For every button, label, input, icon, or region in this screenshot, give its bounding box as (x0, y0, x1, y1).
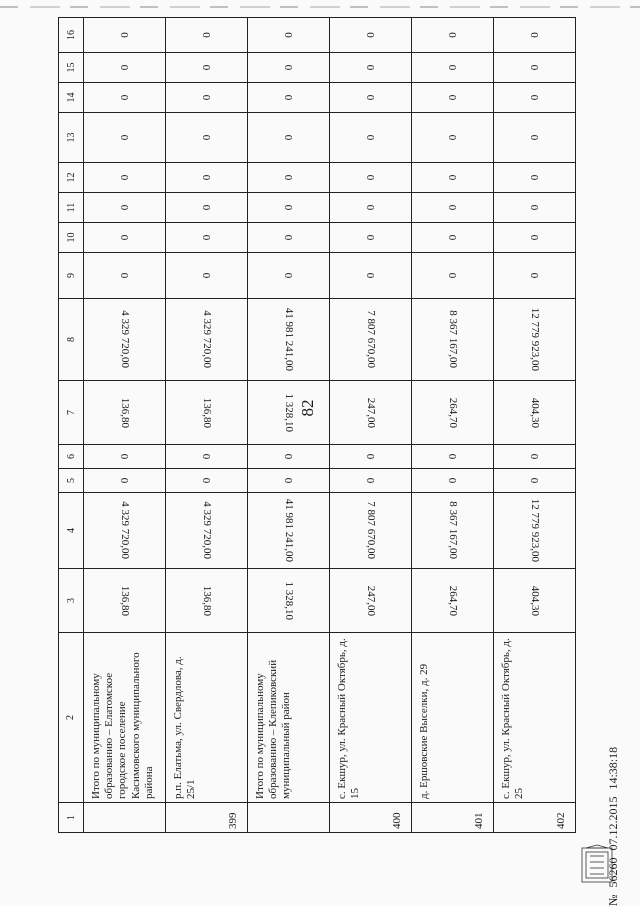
cell-c7 (84, 381, 166, 445)
cell-c7 (494, 381, 576, 445)
cell-c4 (84, 493, 166, 569)
cell-value: 0 (364, 453, 377, 460)
column-header-11: 11 (59, 193, 84, 223)
cell-zero: 0 (248, 18, 330, 53)
cell-zero: 0 (412, 83, 494, 113)
object-address: Итого по муниципальному образованию – Елатомское городское поселение Касимовского муниципального района (84, 633, 166, 803)
stamp-prefix: № (606, 894, 620, 906)
cell-zero: 0 (412, 53, 494, 83)
cell-c5 (84, 469, 166, 493)
cell-value: 264,70 (446, 397, 459, 428)
column-header-13: 13 (59, 113, 84, 163)
object-address: р.п. Елатьма, ул. Свердлова, д. 25/1 (166, 633, 248, 803)
cell-zero: 0 (166, 18, 248, 53)
cell-value: 4 329 720,00 (118, 501, 131, 560)
cell-zero: 0 (494, 163, 576, 193)
column-header-7: 7 (59, 381, 84, 445)
cell-zero: 0 (166, 113, 248, 163)
cell-value: 1 328,10 (282, 393, 295, 432)
table-row (84, 18, 166, 833)
cell-value: 12 779 923,00 (528, 498, 541, 563)
cell-zero: 0 (330, 193, 412, 223)
cell-zero: 0 (330, 223, 412, 253)
cell-value: 404,30 (528, 397, 541, 428)
cell-value: 8 367 167,00 (446, 501, 459, 560)
stamp-date: 07.12.2015 (606, 796, 620, 851)
cell-value: 0 (200, 453, 213, 460)
table-row (412, 18, 494, 833)
column-header-5: 5 (59, 469, 84, 493)
cell-c6 (412, 445, 494, 469)
page-number: 82 (298, 399, 317, 417)
cell-c3 (412, 569, 494, 633)
column-header-6: 6 (59, 445, 84, 469)
cell-zero: 0 (330, 18, 412, 53)
cell-value: 4 329 720,00 (200, 501, 213, 560)
cell-value: 8 367 167,00 (446, 310, 459, 369)
cell-zero: 0 (84, 223, 166, 253)
cell-zero: 0 (330, 83, 412, 113)
cell-c8 (84, 299, 166, 381)
cell-c8 (330, 299, 412, 381)
table-row (330, 18, 412, 833)
cell-c5 (494, 469, 576, 493)
cell-c5 (330, 469, 412, 493)
cell-value: 4 329 720,00 (200, 310, 213, 369)
cell-c6 (494, 445, 576, 469)
cell-value: 136,80 (118, 397, 131, 428)
cell-zero: 0 (248, 53, 330, 83)
header-row (59, 18, 84, 833)
cell-c8 (412, 299, 494, 381)
cell-zero: 0 (248, 253, 330, 299)
cell-value: 136,80 (200, 397, 213, 428)
stamp-time: 14:38:18 (606, 746, 620, 790)
cell-zero: 0 (494, 113, 576, 163)
cell-zero: 0 (84, 53, 166, 83)
cell-zero: 0 (166, 53, 248, 83)
column-header-2: 2 (59, 633, 84, 803)
cell-c6 (84, 445, 166, 469)
cell-zero: 0 (412, 193, 494, 223)
register-table-wrapper (58, 18, 567, 833)
row-number: 402 (494, 803, 576, 833)
cell-c6 (330, 445, 412, 469)
cell-zero: 0 (494, 83, 576, 113)
column-header-14: 14 (59, 83, 84, 113)
cell-value: 0 (364, 477, 377, 484)
cell-value: 404,30 (528, 585, 541, 616)
cell-value: 0 (528, 477, 541, 484)
column-header-4: 4 (59, 493, 84, 569)
cell-zero: 0 (248, 83, 330, 113)
cell-value: 136,80 (118, 585, 131, 616)
row-number (248, 803, 330, 833)
row-number (84, 803, 166, 833)
cell-value: 0 (118, 477, 131, 484)
stamp-doc-number: 56260 (606, 857, 620, 888)
cell-c5 (248, 469, 330, 493)
column-header-1: 1 (59, 803, 84, 833)
cell-zero: 0 (248, 223, 330, 253)
cell-value: 264,70 (446, 585, 459, 616)
cell-value: 1 328,10 (282, 581, 295, 620)
cell-zero: 0 (166, 253, 248, 299)
cell-c4 (330, 493, 412, 569)
cell-zero: 0 (84, 163, 166, 193)
cell-value: 0 (282, 453, 295, 460)
cell-value: 247,00 (364, 585, 377, 616)
cell-zero: 0 (412, 223, 494, 253)
cell-zero: 0 (494, 18, 576, 53)
cell-zero: 0 (248, 113, 330, 163)
cell-zero: 0 (166, 193, 248, 223)
table-row (494, 18, 576, 833)
row-number: 399 (166, 803, 248, 833)
column-header-8: 8 (59, 299, 84, 381)
cell-value: 41 981 241,00 (282, 307, 295, 372)
cell-c6 (248, 445, 330, 469)
column-header-16: 16 (59, 18, 84, 53)
cell-value: 7 807 670,00 (364, 501, 377, 560)
row-number: 401 (412, 803, 494, 833)
object-address: д. Ершовские Выселки, д. 29 (412, 633, 494, 803)
cell-c8 (166, 299, 248, 381)
cell-zero: 0 (166, 223, 248, 253)
object-address: с. Екшур, ул. Красный Октябрь, д. 15 (330, 633, 412, 803)
cell-value: 0 (282, 477, 295, 484)
cell-zero: 0 (494, 253, 576, 299)
column-header-12: 12 (59, 163, 84, 193)
cell-c3 (494, 569, 576, 633)
cell-c6 (166, 445, 248, 469)
cell-zero: 0 (84, 83, 166, 113)
cell-zero: 0 (412, 113, 494, 163)
cell-zero: 0 (494, 223, 576, 253)
cell-value: 0 (200, 477, 213, 484)
column-header-10: 10 (59, 223, 84, 253)
cell-zero: 0 (330, 113, 412, 163)
cell-zero: 0 (248, 193, 330, 223)
cell-c4 (494, 493, 576, 569)
cell-zero: 0 (330, 163, 412, 193)
column-header-15: 15 (59, 53, 84, 83)
cell-value: 7 807 670,00 (364, 310, 377, 369)
cell-zero: 0 (412, 163, 494, 193)
cell-zero: 0 (84, 193, 166, 223)
cell-c3 (166, 569, 248, 633)
object-address: с. Екшур, ул. Красный Октябрь, д. 25 (494, 633, 576, 803)
building-logo-icon (580, 844, 614, 886)
cell-c7 (166, 381, 248, 445)
cell-zero: 0 (84, 18, 166, 53)
cell-zero: 0 (84, 113, 166, 163)
cell-value: 41 981 241,00 (282, 498, 295, 563)
cell-zero: 0 (330, 53, 412, 83)
cell-zero: 0 (494, 53, 576, 83)
cell-c8 (248, 299, 330, 381)
cell-zero: 0 (248, 163, 330, 193)
cell-c3 (248, 569, 330, 633)
cell-value: 12 779 923,00 (528, 307, 541, 372)
cell-c4 (166, 493, 248, 569)
cell-c4 (248, 493, 330, 569)
scan-edge-artifact (0, 6, 640, 8)
cell-value: 0 (446, 477, 459, 484)
cell-zero: 0 (330, 253, 412, 299)
cell-value: 247,00 (364, 397, 377, 428)
cell-zero: 0 (166, 163, 248, 193)
cell-value: 0 (118, 453, 131, 460)
cell-c7 (330, 381, 412, 445)
cell-c3 (330, 569, 412, 633)
column-header-3: 3 (59, 569, 84, 633)
cell-value: 4 329 720,00 (118, 310, 131, 369)
cell-value: 0 (528, 453, 541, 460)
cell-zero: 0 (412, 18, 494, 53)
cell-c5 (166, 469, 248, 493)
column-header-9: 9 (59, 253, 84, 299)
cell-value: 136,80 (200, 585, 213, 616)
object-address: Итого по муниципальному образованию – Клепиковский муниципальный район (248, 633, 330, 803)
cell-zero: 0 (166, 83, 248, 113)
cell-zero: 0 (84, 253, 166, 299)
table-row (166, 18, 248, 833)
row-number: 400 (330, 803, 412, 833)
cell-zero: 0 (412, 253, 494, 299)
cell-c5 (412, 469, 494, 493)
cell-c8 (494, 299, 576, 381)
cell-c7 (412, 381, 494, 445)
cell-c3 (84, 569, 166, 633)
cell-c4 (412, 493, 494, 569)
cell-zero: 0 (494, 193, 576, 223)
cell-value: 0 (446, 453, 459, 460)
